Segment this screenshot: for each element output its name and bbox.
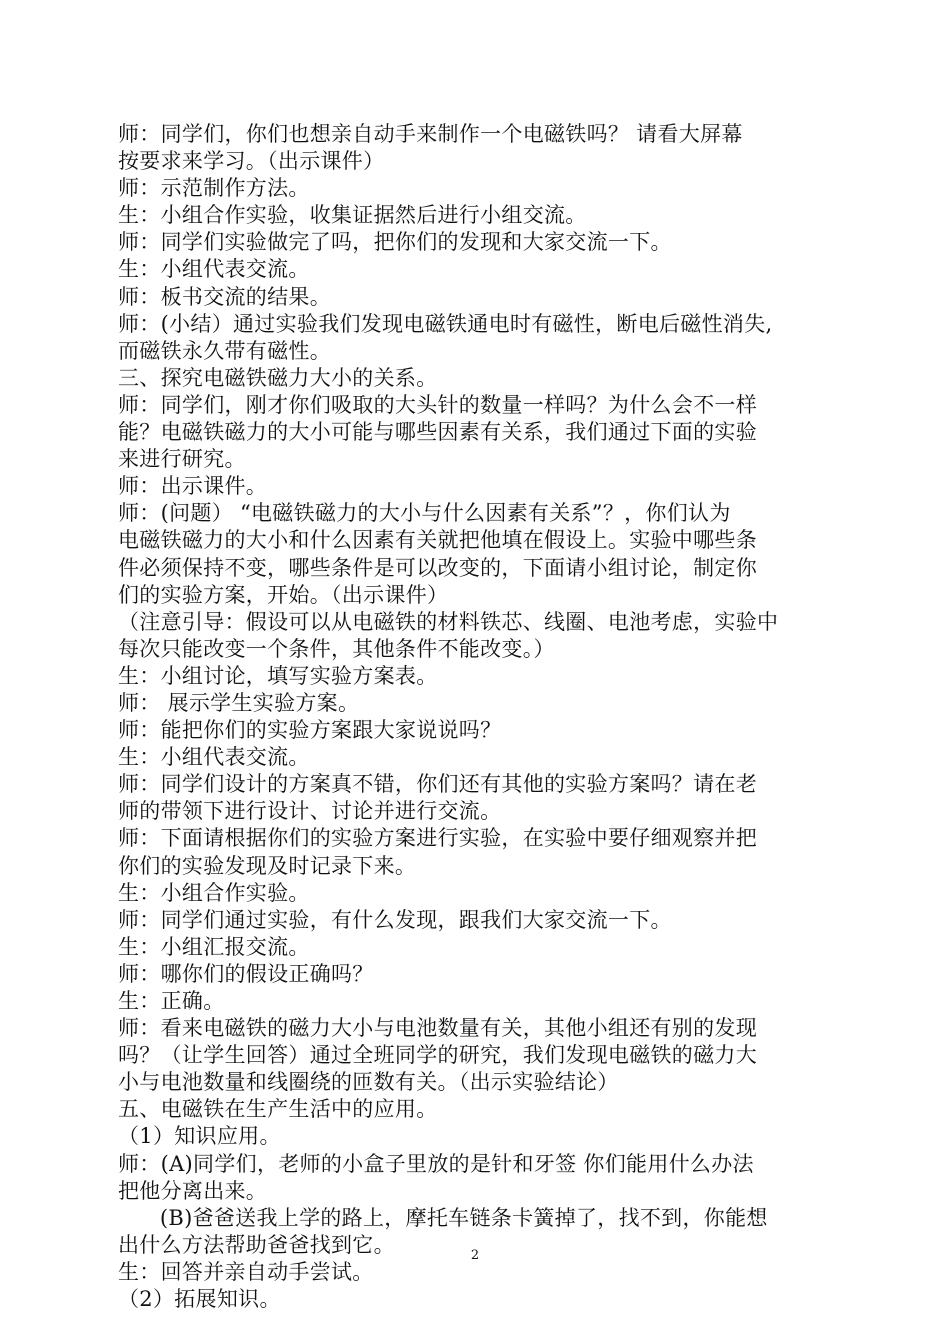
text-line: 师：同学们，刚才你们吸取的大头针的数量一样吗？为什么会不一样	[118, 392, 757, 417]
text-line: 师：同学们，你们也想亲自动手来制作一个电磁铁吗？ 请看大屏幕	[118, 122, 743, 146]
text-line: 电磁铁磁力的大小和什么因素有关就把他填在假设上。实验中哪些条	[118, 528, 757, 553]
text-line: 吗？（让学生回答）通过全班同学的研究，我们发现电磁铁的磁力大	[118, 1043, 757, 1068]
text-line: 们的实验方案，开始。（出示课件）	[118, 582, 449, 607]
text-line: 师：看来电磁铁的磁力大小与电池数量有关，其他小组还有别的发现	[118, 1016, 757, 1041]
text-line: 能？电磁铁磁力的大小可能与哪些因素有关系，我们通过下面的实验	[118, 420, 757, 445]
text-line: 生：回答并亲自动手尝试。	[118, 1259, 374, 1284]
text-line: 师：下面请根据你们的实验方案进行实验，在实验中要仔细观察并把	[118, 826, 757, 851]
text-line: 师：出示课件。	[118, 474, 268, 499]
text-line: 生：小组合作实验，收集证据然后进行小组交流。	[118, 203, 587, 228]
section-heading: 五、电磁铁在生产生活中的应用。	[118, 1097, 438, 1122]
text-line: 师： 展示学生实验方案。	[118, 690, 360, 715]
text-line: 件必须保持不变，哪些条件是可以改变的，下面请小组讨论，制定你	[118, 555, 757, 580]
text-line: 把他分离出来。	[118, 1178, 268, 1203]
text-line: 而磁铁永久带有磁性。	[118, 338, 331, 363]
text-line: 出什么方法帮助爸爸找到它。	[118, 1232, 395, 1257]
text-line: 生：小组代表交流。	[118, 745, 310, 770]
text-line: 生：小组讨论，填写实验方案表。	[118, 663, 438, 688]
text-line: 师：能把你们的实验方案跟大家说说吗？	[118, 718, 502, 743]
subsection-heading: （1）知识应用。	[118, 1124, 281, 1149]
page-number: 2	[470, 1248, 480, 1263]
text-line: 你们的实验发现及时记录下来。	[118, 853, 417, 878]
text-line: 师：同学们实验做完了吗，把你们的发现和大家交流一下。	[118, 230, 672, 255]
text-line: 小与电池数量和线圈绕的匝数有关。（出示实验结论）	[118, 1070, 619, 1095]
text-line: 师：哪你们的假设正确吗？	[118, 961, 374, 986]
text-line: 来进行研究。	[118, 447, 246, 472]
document-body	[118, 121, 820, 1313]
text-line: 生：正确。	[118, 989, 225, 1013]
text-line: (B)爸爸送我上学的路上，摩托车链条卡簧掉了，找不到，你能想	[118, 1205, 768, 1230]
text-line: 师：(A)同学们，老师的小盒子里放的是针和牙签 你们能用什么办法	[118, 1151, 754, 1176]
text-line: 每次只能改变一个条件，其他条件不能改变。）	[118, 636, 555, 661]
text-line: 生：小组合作实验。	[118, 880, 310, 905]
text-line: 师：(小结）通过实验我们发现电磁铁通电时有磁性，断电后磁性消失,	[118, 311, 773, 336]
text-line: 师：示范制作方法。	[118, 176, 310, 201]
text-line: 师：(问题） “电磁铁磁力的大小与什么因素有关系”？，你们认为	[118, 501, 731, 526]
text-line: 师：同学们设计的方案真不错，你们还有其他的实验方案吗？请在老	[118, 772, 757, 797]
subsection-heading: （2）拓展知识。	[118, 1287, 281, 1312]
text-line: （注意引导：假设可以从电磁铁的材料铁芯、线圈、电池考虑，实验中	[118, 609, 779, 634]
section-heading: 三、探究电磁铁磁力大小的关系。	[118, 365, 438, 390]
text-line: 师：板书交流的结果。	[118, 284, 331, 309]
text-line: 生：小组汇报交流。	[118, 934, 310, 959]
text-line: 师：同学们通过实验，有什么发现，跟我们大家交流一下。	[118, 907, 672, 932]
text-line: 按要求来学习。（出示课件）	[118, 149, 385, 174]
text-line: 生：小组代表交流。	[118, 257, 310, 282]
text-line: 师的带领下进行设计、讨论并进行交流。	[118, 799, 502, 824]
